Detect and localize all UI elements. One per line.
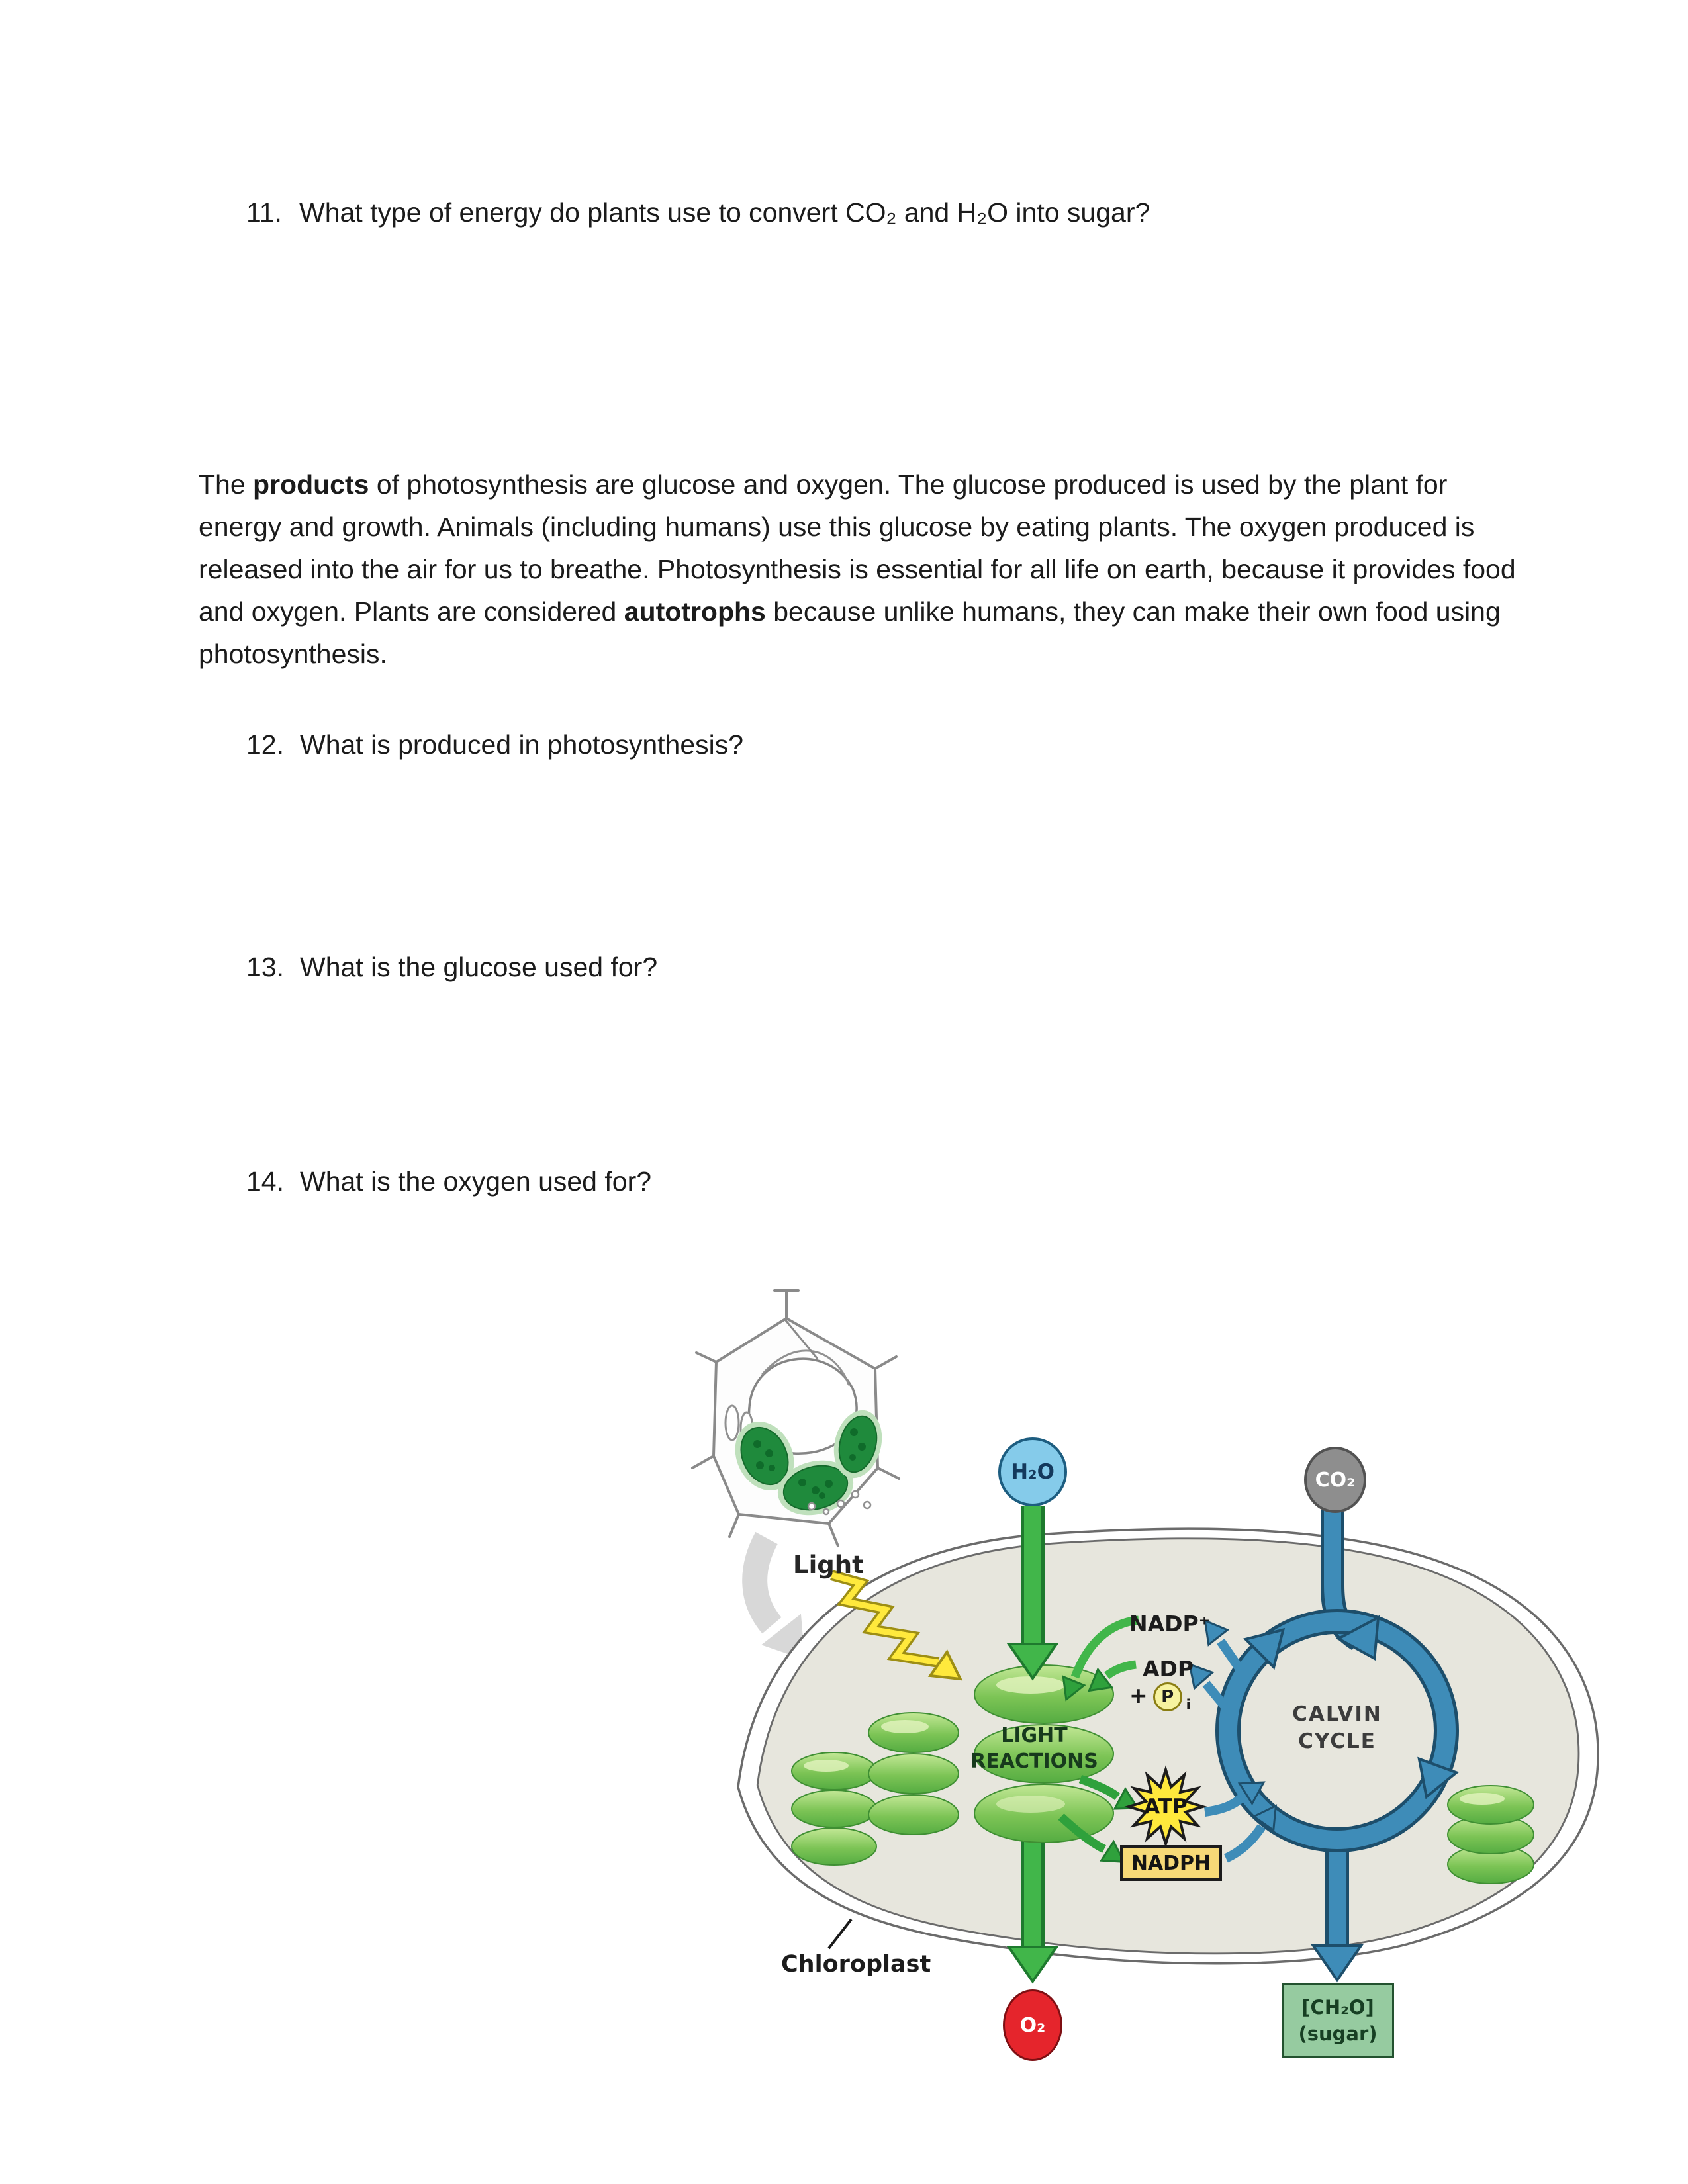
calvin-cycle-line2: CYCLE xyxy=(1298,1729,1376,1753)
question-14-text: What is the oxygen used for? xyxy=(300,1166,652,1197)
question-14-number: 14. xyxy=(246,1166,284,1197)
paragraph-bold-autotrophs: autotrophs xyxy=(624,596,766,627)
phosphate-label xyxy=(1129,1682,1191,1713)
photosynthesis-diagram xyxy=(675,1257,1615,2184)
paragraph-bold-products: products xyxy=(253,469,369,500)
question-12 xyxy=(246,728,743,762)
question-13-number: 13. xyxy=(246,952,284,982)
calvin-cycle-line1: CALVIN xyxy=(1292,1702,1382,1726)
calvin-cycle-label xyxy=(1258,1701,1417,1755)
diagram-art xyxy=(675,1257,1615,2184)
atp-label: ATP xyxy=(1144,1795,1188,1819)
water-label: H₂O xyxy=(1011,1460,1055,1484)
chloroplast-membrane xyxy=(738,1529,1598,1964)
granum-stack-left xyxy=(792,1752,876,1865)
question-14 xyxy=(246,1165,651,1199)
sugar-formula: [CH₂O] xyxy=(1301,1996,1374,2019)
question-13-text: What is the glucose used for? xyxy=(300,952,658,982)
light-reactions-line2: REACTIONS xyxy=(970,1750,1098,1773)
nadph-label: NADPH xyxy=(1131,1851,1211,1875)
granum-stack-left-2 xyxy=(868,1713,959,1835)
sugar-badge xyxy=(1282,1983,1394,2058)
question-11-text: What type of energy do plants use to convert CO₂ and H₂O into sugar? xyxy=(299,197,1150,228)
oxygen-molecule-badge xyxy=(1003,1989,1062,2061)
question-11 xyxy=(246,196,1150,230)
paragraph-segment: The xyxy=(199,469,254,500)
paragraph-segment: because unlike humans, they can make their own food using photosynthesis. xyxy=(199,596,1501,669)
adp-label: ADP xyxy=(1143,1656,1194,1682)
oxygen-label: O₂ xyxy=(1019,2013,1046,2037)
light-reactions-line1: LIGHT xyxy=(1001,1724,1068,1747)
question-13 xyxy=(246,950,657,984)
question-12-number: 12. xyxy=(246,729,284,760)
chloroplast-label: Chloroplast xyxy=(781,1951,931,1978)
chloroplast-pointer-line xyxy=(829,1919,851,1948)
light-label: Light xyxy=(793,1551,864,1579)
co2-molecule-badge xyxy=(1304,1447,1366,1513)
granum-stack-right xyxy=(1448,1786,1534,1884)
water-molecule-badge xyxy=(998,1437,1067,1506)
nadph-badge xyxy=(1120,1845,1222,1881)
question-11-number: 11. xyxy=(246,197,282,228)
nadp-label: NADP⁺ xyxy=(1129,1611,1211,1637)
plus-sign: + xyxy=(1129,1682,1148,1708)
co2-label: CO₂ xyxy=(1315,1468,1356,1492)
phosphate-circle-icon: P xyxy=(1153,1682,1182,1711)
plant-cell-illustration xyxy=(692,1291,899,1546)
light-reactions-label xyxy=(953,1723,1115,1774)
phosphate-subscript: i xyxy=(1186,1697,1191,1713)
paragraph-segment: of photosynthesis are glucose and oxygen. The glucose produced is used by the plant for energy and growth. Animals (including humans) use this glucose by eating plants. The oxygen produced is released into the air for us to breathe. Photosynthesis is essential for all life on earth, because it provides food and oxygen. Plants are considered xyxy=(199,469,1516,627)
question-12-text: What is produced in photosynthesis? xyxy=(300,729,744,760)
sugar-name: (sugar) xyxy=(1298,2023,1378,2045)
photosynthesis-paragraph xyxy=(199,463,1536,675)
